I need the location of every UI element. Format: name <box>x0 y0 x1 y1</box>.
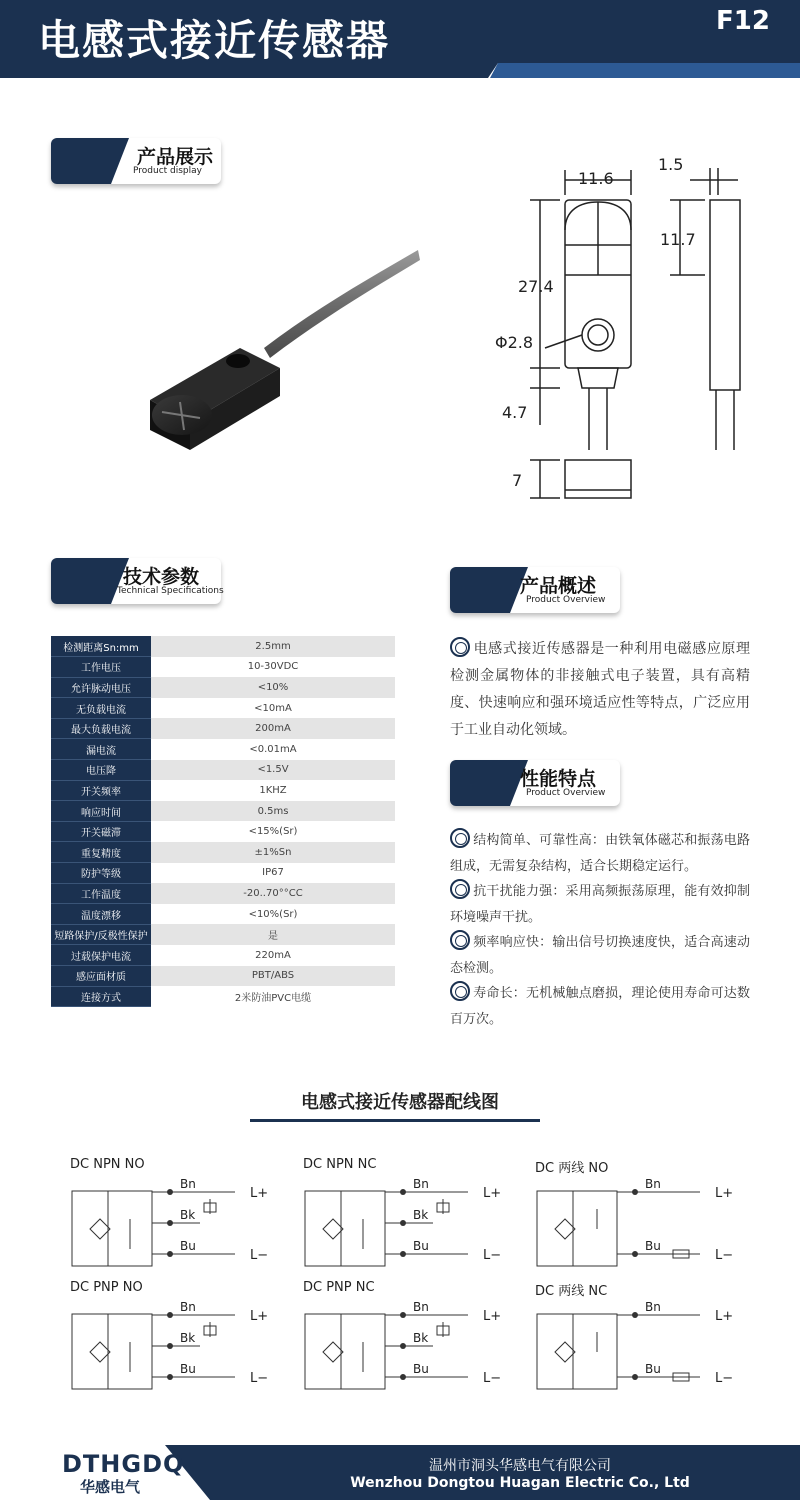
wire-bk: Bk <box>180 1331 196 1345</box>
spec-row <box>51 863 395 884</box>
model-code: F12 <box>716 6 770 36</box>
wire-bn: Bn <box>645 1179 661 1191</box>
dim-thickness: 1.5 <box>658 155 684 174</box>
spec-key: 响应时间 <box>51 801 151 822</box>
spec-row <box>51 657 395 678</box>
page-title: 电感式接近传感器 <box>38 16 391 65</box>
spec-value: PBT/ABS <box>151 966 395 987</box>
page-footer <box>0 1445 800 1500</box>
circle-bullet-icon <box>450 828 470 848</box>
spec-value: 220mA <box>151 945 395 966</box>
spec-row <box>51 677 395 698</box>
l-minus: L− <box>483 1371 502 1386</box>
section-tag-features: 性能特点 Product Overview <box>450 760 620 806</box>
dim-width: 11.6 <box>578 169 614 188</box>
spec-key: 检测距离Sn:mm <box>51 636 151 657</box>
spec-key: 工作电压 <box>51 657 151 678</box>
spec-row <box>51 760 395 781</box>
wire-bn: Bn <box>180 1179 196 1191</box>
wire-bn: Bn <box>413 1302 429 1314</box>
spec-value: 2.5mm <box>151 636 395 657</box>
spec-key: 温度漂移 <box>51 904 151 925</box>
circle-bullet-icon <box>450 981 470 1001</box>
spec-row <box>51 945 395 966</box>
spec-key: 电压降 <box>51 760 151 781</box>
feature-item: 寿命长：无机械触点磨损，理论使用寿命可达数百万次。 <box>450 981 750 1032</box>
spec-value: 是 <box>151 924 395 945</box>
dim-tail: 4.7 <box>502 403 528 422</box>
wiring-label: DC 两线 NC <box>535 1284 608 1299</box>
company-name-en: Wenzhou Dongtou Huagan Electric Co., Ltd <box>350 1475 690 1491</box>
section-tag-specs: 技术参数 Technical Specifications <box>51 558 221 604</box>
wiring-label: DC NPN NO <box>70 1157 145 1172</box>
company-name-cn: 温州市洞头华感电气有限公司 <box>429 1458 611 1474</box>
wire-bk: Bk <box>413 1208 429 1222</box>
wiring-diagram <box>303 1179 528 1279</box>
spec-value: <0.01mA <box>151 739 395 760</box>
spec-row <box>51 986 395 1007</box>
circle-bullet-icon <box>450 637 470 657</box>
spec-value: IP67 <box>151 863 395 884</box>
spec-value: 2米防油PVC电缆 <box>151 986 395 1007</box>
wire-bn: Bn <box>413 1179 429 1191</box>
l-plus: L+ <box>715 1309 734 1324</box>
l-plus: L+ <box>250 1309 269 1324</box>
feature-item: 结构简单、可靠性高：由铁氧体磁芯和振荡电路组成，无需复杂结构，适合长期稳定运行。 <box>450 828 750 879</box>
wiring-diagram <box>70 1179 295 1279</box>
spec-value: -20..70°°CC <box>151 883 395 904</box>
spec-row <box>51 636 395 657</box>
spec-row <box>51 904 395 925</box>
section-tag-overview: 产品概述 Product Overview <box>450 567 620 613</box>
wire-bu: Bu <box>413 1362 429 1376</box>
wiring-label: DC PNP NO <box>70 1280 143 1295</box>
spec-value: <10% <box>151 677 395 698</box>
spec-value: ±1%Sn <box>151 842 395 863</box>
spec-row <box>51 842 395 863</box>
spec-key: 最大负载电流 <box>51 718 151 739</box>
dim-length: 27.4 <box>518 277 554 296</box>
wire-bu: Bu <box>413 1239 429 1253</box>
dim-hole: Φ2.8 <box>495 333 534 352</box>
spec-value: 200mA <box>151 718 395 739</box>
wire-bn: Bn <box>645 1302 661 1314</box>
spec-key: 连接方式 <box>51 986 151 1007</box>
l-minus: L− <box>715 1371 734 1386</box>
spec-value: 1KHZ <box>151 780 395 801</box>
l-plus: L+ <box>250 1186 269 1201</box>
spec-value: <10mA <box>151 698 395 719</box>
circle-bullet-icon <box>450 879 470 899</box>
section-tag-display: 产品展示 Product display <box>51 138 221 184</box>
wire-bu: Bu <box>645 1239 661 1253</box>
spec-key: 感应面材质 <box>51 966 151 987</box>
spec-row <box>51 924 395 945</box>
wiring-label: DC 两线 NO <box>535 1161 609 1176</box>
dimension-drawing <box>490 150 790 520</box>
circle-bullet-icon <box>450 930 470 950</box>
spec-row <box>51 780 395 801</box>
l-minus: L− <box>715 1248 734 1263</box>
feature-item: 频率响应快：输出信号切换速度快，适合高速动态检测。 <box>450 930 750 981</box>
spec-table <box>51 636 395 1007</box>
wire-bu: Bu <box>180 1362 196 1376</box>
wiring-diagram <box>535 1302 760 1402</box>
l-minus: L− <box>250 1371 269 1386</box>
company-logo-cn: 华感电气 <box>80 1478 141 1496</box>
spec-value: 0.5ms <box>151 801 395 822</box>
spec-key: 无负载电流 <box>51 698 151 719</box>
spec-key: 开关磁滞 <box>51 821 151 842</box>
spec-value: <10%(Sr) <box>151 904 395 925</box>
spec-value: <1.5V <box>151 760 395 781</box>
page-header <box>0 0 800 78</box>
wire-bu: Bu <box>180 1239 196 1253</box>
spec-value: 10-30VDC <box>151 657 395 678</box>
spec-key: 漏电流 <box>51 739 151 760</box>
wire-bu: Bu <box>645 1362 661 1376</box>
wiring-diagram <box>535 1179 760 1279</box>
spec-row <box>51 966 395 987</box>
spec-key: 允许脉动电压 <box>51 677 151 698</box>
l-plus: L+ <box>483 1309 502 1324</box>
overview-text: 电感式接近传感器是一种利用电磁感应原理检测金属物体的非接触式电子装置，具有高精度、快速响应和强环境适应性等特点，广泛应用于工业自动化领域。 <box>450 636 750 744</box>
l-plus: L+ <box>715 1186 734 1201</box>
wiring-diagram <box>303 1302 528 1402</box>
spec-row <box>51 883 395 904</box>
wire-bk: Bk <box>180 1208 196 1222</box>
l-plus: L+ <box>483 1186 502 1201</box>
l-minus: L− <box>483 1248 502 1263</box>
wiring-title: 电感式接近传感器配线图 <box>301 1092 499 1113</box>
wiring-label: DC NPN NC <box>303 1157 377 1172</box>
features-list <box>450 828 750 1032</box>
dim-head: 11.7 <box>660 230 696 249</box>
spec-key: 工作温度 <box>51 883 151 904</box>
spec-row <box>51 739 395 760</box>
wire-bn: Bn <box>180 1302 196 1314</box>
spec-row <box>51 718 395 739</box>
spec-row <box>51 821 395 842</box>
l-minus: L− <box>250 1248 269 1263</box>
spec-key: 短路保护/反极性保护 <box>51 924 151 945</box>
spec-row <box>51 801 395 822</box>
dim-height: 7 <box>512 471 523 490</box>
spec-key: 防护等级 <box>51 863 151 884</box>
product-photo <box>130 240 430 470</box>
wiring-label: DC PNP NC <box>303 1280 375 1295</box>
spec-key: 开关频率 <box>51 780 151 801</box>
wiring-diagram <box>70 1302 295 1402</box>
spec-row <box>51 698 395 719</box>
spec-key: 重复精度 <box>51 842 151 863</box>
spec-key: 过载保护电流 <box>51 945 151 966</box>
company-logo: DTHGDQ <box>62 1450 185 1478</box>
spec-value: <15%(Sr) <box>151 821 395 842</box>
feature-item: 抗干扰能力强：采用高频振荡原理，能有效抑制环境噪声干扰。 <box>450 879 750 930</box>
wire-bk: Bk <box>413 1331 429 1345</box>
